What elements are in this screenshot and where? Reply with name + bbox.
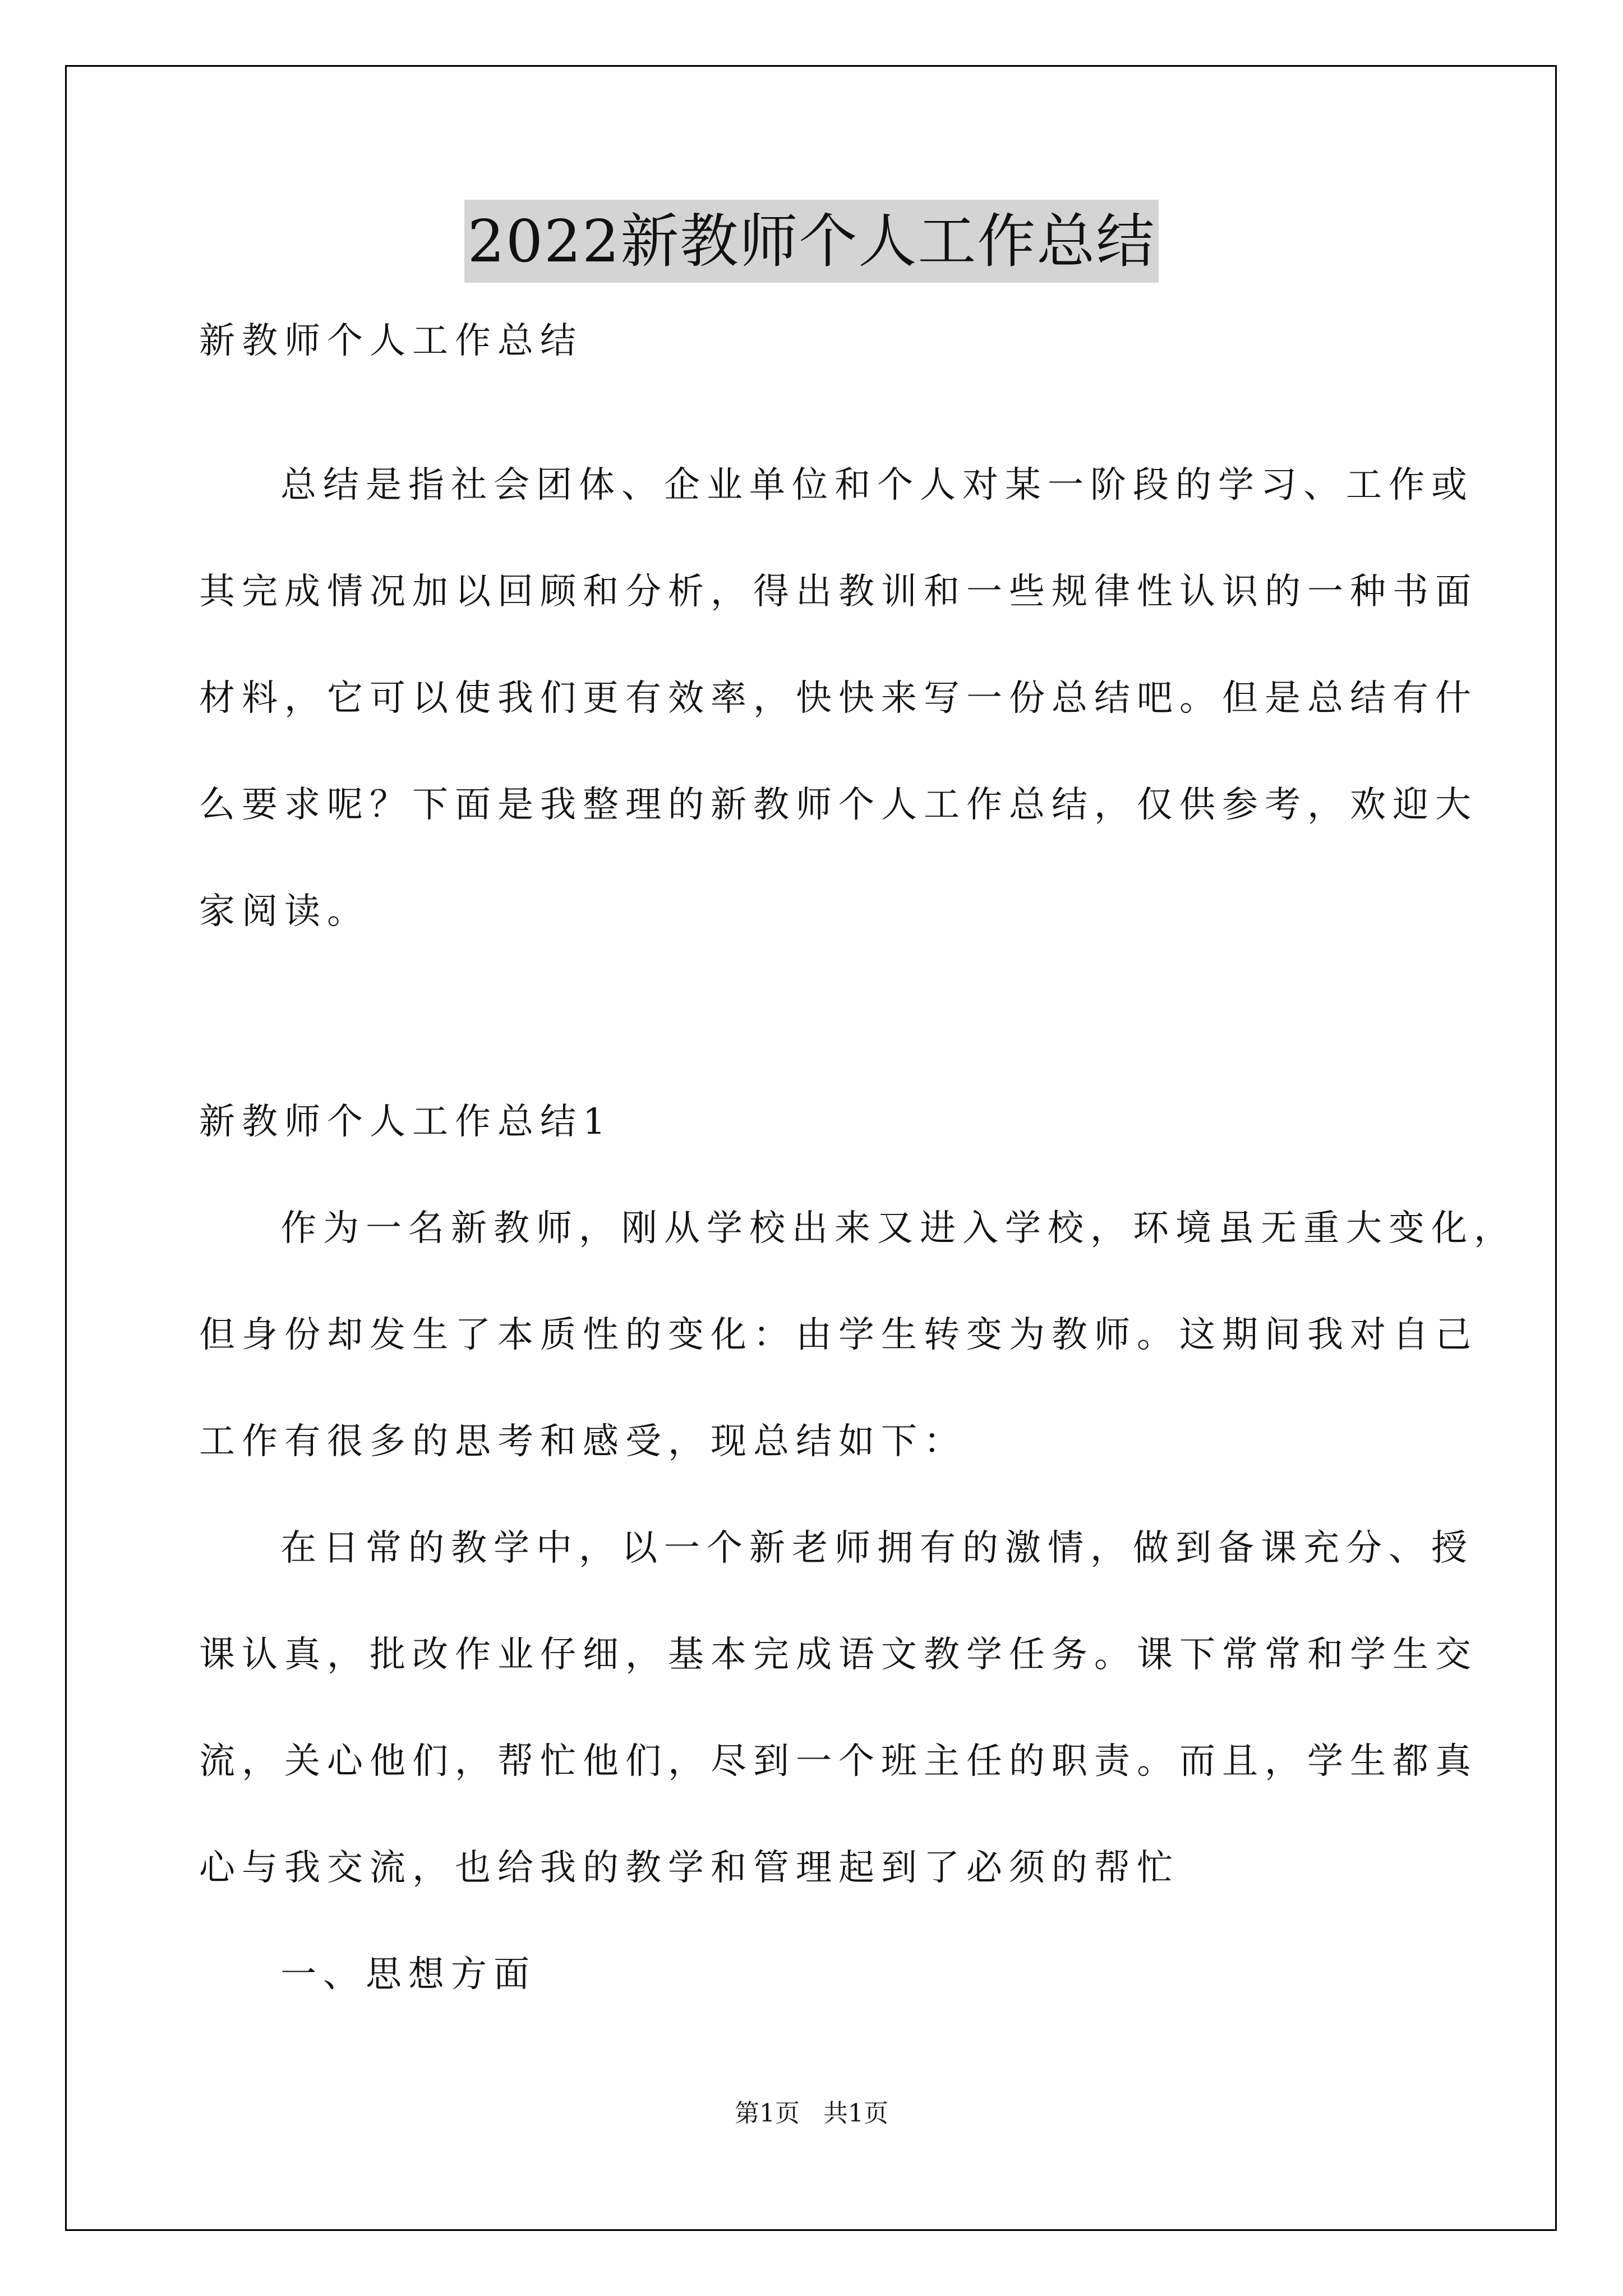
document-subtitle: 新教师个人工作总结 [199,320,583,362]
section-paragraph-line: 心与我交流，也给我的教学和管理起到了必须的帮忙 [199,1847,1179,1889]
intro-line-3: 材料，它可以使我们更有效率，快快来写一份总结吧。但是总结有什 [199,678,1478,719]
section-paragraph-line: 但身份却发生了本质性的变化：由学生转变为教师。这期间我对自己 [199,1314,1478,1356]
section-paragraph-line: 作为一名新教师，刚从学校出来又进入学校，环境虽无重大变化， [280,1208,1516,1249]
subheading-thought: 一、思想方面 [280,1954,536,1995]
document-title: 2022新教师个人工作总结 [464,200,1159,283]
title-container [0,200,1623,283]
intro-line-1: 总结是指社会团体、企业单位和个人对某一阶段的学习、工作或 [280,464,1474,506]
section-paragraph-line: 课认真，批改作业仔细，基本完成语文教学任务。课下常常和学生交 [199,1634,1478,1676]
page-footer: 第1页 共1页 [735,2099,888,2128]
section-paragraph-line: 在日常的教学中，以一个新老师拥有的激情，做到备课充分、授 [280,1527,1474,1569]
section-heading: 新教师个人工作总结1 [199,1101,612,1143]
intro-line-2: 其完成情况加以回顾和分析，得出教训和一些规律性认识的一种书面 [199,571,1478,613]
section-paragraph-line: 流，关心他们，帮忙他们，尽到一个班主任的职责。而且，学生都真 [199,1741,1478,1782]
page-border [65,65,1557,2231]
intro-line-5: 家阅读。 [199,891,370,932]
section-paragraph-line: 工作有很多的思考和感受，现总结如下： [199,1421,966,1462]
intro-line-4: 么要求呢？下面是我整理的新教师个人工作总结，仅供参考，欢迎大 [199,784,1478,826]
